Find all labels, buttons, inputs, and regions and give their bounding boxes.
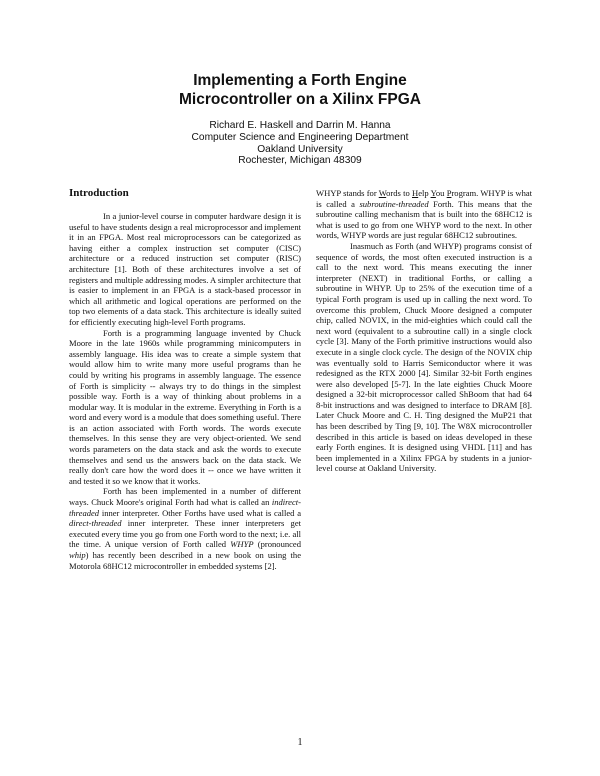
forth-engine-paragraph: Inasmuch as Forth (and WHYP) programs consist of sequence of words, the most often executed instruction is a call to the next word. This means executing the inner interpreter (NEXT) in traditional Forths, or calling a subroutine in WHYP. Up to 25% of the execution time of a typical Forth program is used up in calling the next word. To overcome this problem, Chuck Moore designed a computer chip, called NOVIX, in the mid-eighties which could call the next word (equivalent to a subroutine call) in a single clock cycle [3]. Many of the Forth primitive instructions would also execute in a single clock cycle. The design of the NOVIX chip was eventually sold to Harris Semiconductor where it was redesigned as the RTX 2000 [4]. Similar 32-bit Forth engines were also developed [5-7]. In the late eighties Chuck Moore designed a 32-bit microprocessor called ShBoom that had 64 8-bit instructions and was designed to interface to DRAM [8]. Later Chuck Moore and C. H. Ting designed the MuP21 that has been described by Ting [9, 10]. The W8X microcontroller described in this article is based on ideas developed in these early Forth engines. It is designed using VHDL [11] and has been implemented in a Xilinx FPGA by students in a junior-level course at Oakland University. bbox=[316, 240, 532, 474]
paper-title bbox=[0, 71, 600, 109]
text-span: inner interpreter. These inner interpreters get executed every time you go from one Forth word to the next; i.e. all the time. A unique version of Forth called bbox=[69, 518, 301, 550]
author-location: Rochester, Michigan 48309 bbox=[238, 155, 362, 167]
whyp-paragraph bbox=[316, 188, 532, 241]
underlined-letter: P bbox=[446, 188, 452, 198]
intro-paragraph-2: Forth is a programming language invented by Chuck Moore in the late 1960s while programming minicomputers in assembly language. His idea was to create a simple system that would allow him to write many more useful programs than he could by writing his programs in assembly language. The essence of Forth is simplicity -- always try to do things in the simplest possible way. Forth is a way of thinking about problems in a modular way. It is modular in the extreme. Everything in Forth is a word and every word is a module that does something useful. There is an action associated with Forth words. The words execute themselves. In this sense they are very object-oriented. We send words parameters on the data stack and ask the words to execute themselves and send us the answers back on the data stack. We really don't care how the word does it -- once we have written it and tested it so we know that it works. bbox=[69, 327, 301, 486]
right-column bbox=[316, 188, 532, 474]
author-university: Oakland University bbox=[257, 143, 343, 155]
text-span: Forth has been implemented in a number of different ways. Chuck Moore's original Forth had what is called an bbox=[69, 486, 301, 508]
text-span: WHYP is what is called a bbox=[316, 188, 533, 209]
text-span: Forth. This means that the subroutine calling mechanism that is built into the 68HC12 is what is used to go from one WHYP word to the next. In other words, WHYP words are just regular 68HC12 subroutines. bbox=[316, 198, 532, 241]
page-number: 1 bbox=[297, 737, 303, 748]
left-column bbox=[69, 186, 301, 571]
author-names: Richard E. Haskell and Darrin M. Hanna bbox=[209, 120, 391, 131]
text-span: ords to bbox=[386, 188, 412, 198]
text-span: rogram. bbox=[451, 188, 479, 198]
intro-paragraph-3 bbox=[69, 486, 301, 571]
author-block bbox=[0, 120, 600, 167]
text-span: (pronounced bbox=[253, 539, 301, 550]
underlined-letter: W bbox=[378, 188, 387, 198]
text-span: ) has recently been described in a new book on using the Motorola 68HC12 microcontroller in embedded systems [2]. bbox=[69, 550, 301, 571]
section-heading: Introduction bbox=[69, 187, 129, 199]
text-span: ou bbox=[435, 188, 447, 198]
italic-term: direct-threaded bbox=[69, 518, 122, 529]
italic-term: subroutine-threaded bbox=[359, 198, 429, 209]
text-span: WHYP stands for bbox=[316, 188, 379, 198]
underlined-letter: H bbox=[412, 188, 419, 198]
title-line-1: Implementing a Forth Engine bbox=[193, 72, 407, 89]
text-span: inner interpreter. Other Forths have used what is called a bbox=[99, 507, 301, 518]
underlined-letter: Y bbox=[430, 188, 436, 198]
italic-term: indirect-threaded bbox=[69, 497, 301, 518]
italic-term: WHYP bbox=[230, 539, 254, 550]
text-span: elp bbox=[418, 188, 431, 198]
intro-paragraph-1: In a junior-level course in computer hardware design it is useful to have students design a real microprocessor and implement it in an FPGA. Most real microprocessors can be categorized as having either a complex instruction set computer (CISC) architecture or a reduced instruction set computer (RISC) architecture [1]. Both of these architectures involve a set of registers and multiple addressing modes. A simpler architecture that is easier to implement in an FPGA is a stack-based processor in which all arithmetic and logical operations are performed on the top two elements of a data stack. This architecture is ideally suited for efficiently executing high-level Forth programs. bbox=[69, 211, 301, 327]
title-line-2: Microcontroller on a Xilinx FPGA bbox=[178, 91, 421, 108]
italic-term: whip bbox=[69, 550, 86, 560]
author-department: Computer Science and Engineering Department bbox=[191, 131, 409, 143]
